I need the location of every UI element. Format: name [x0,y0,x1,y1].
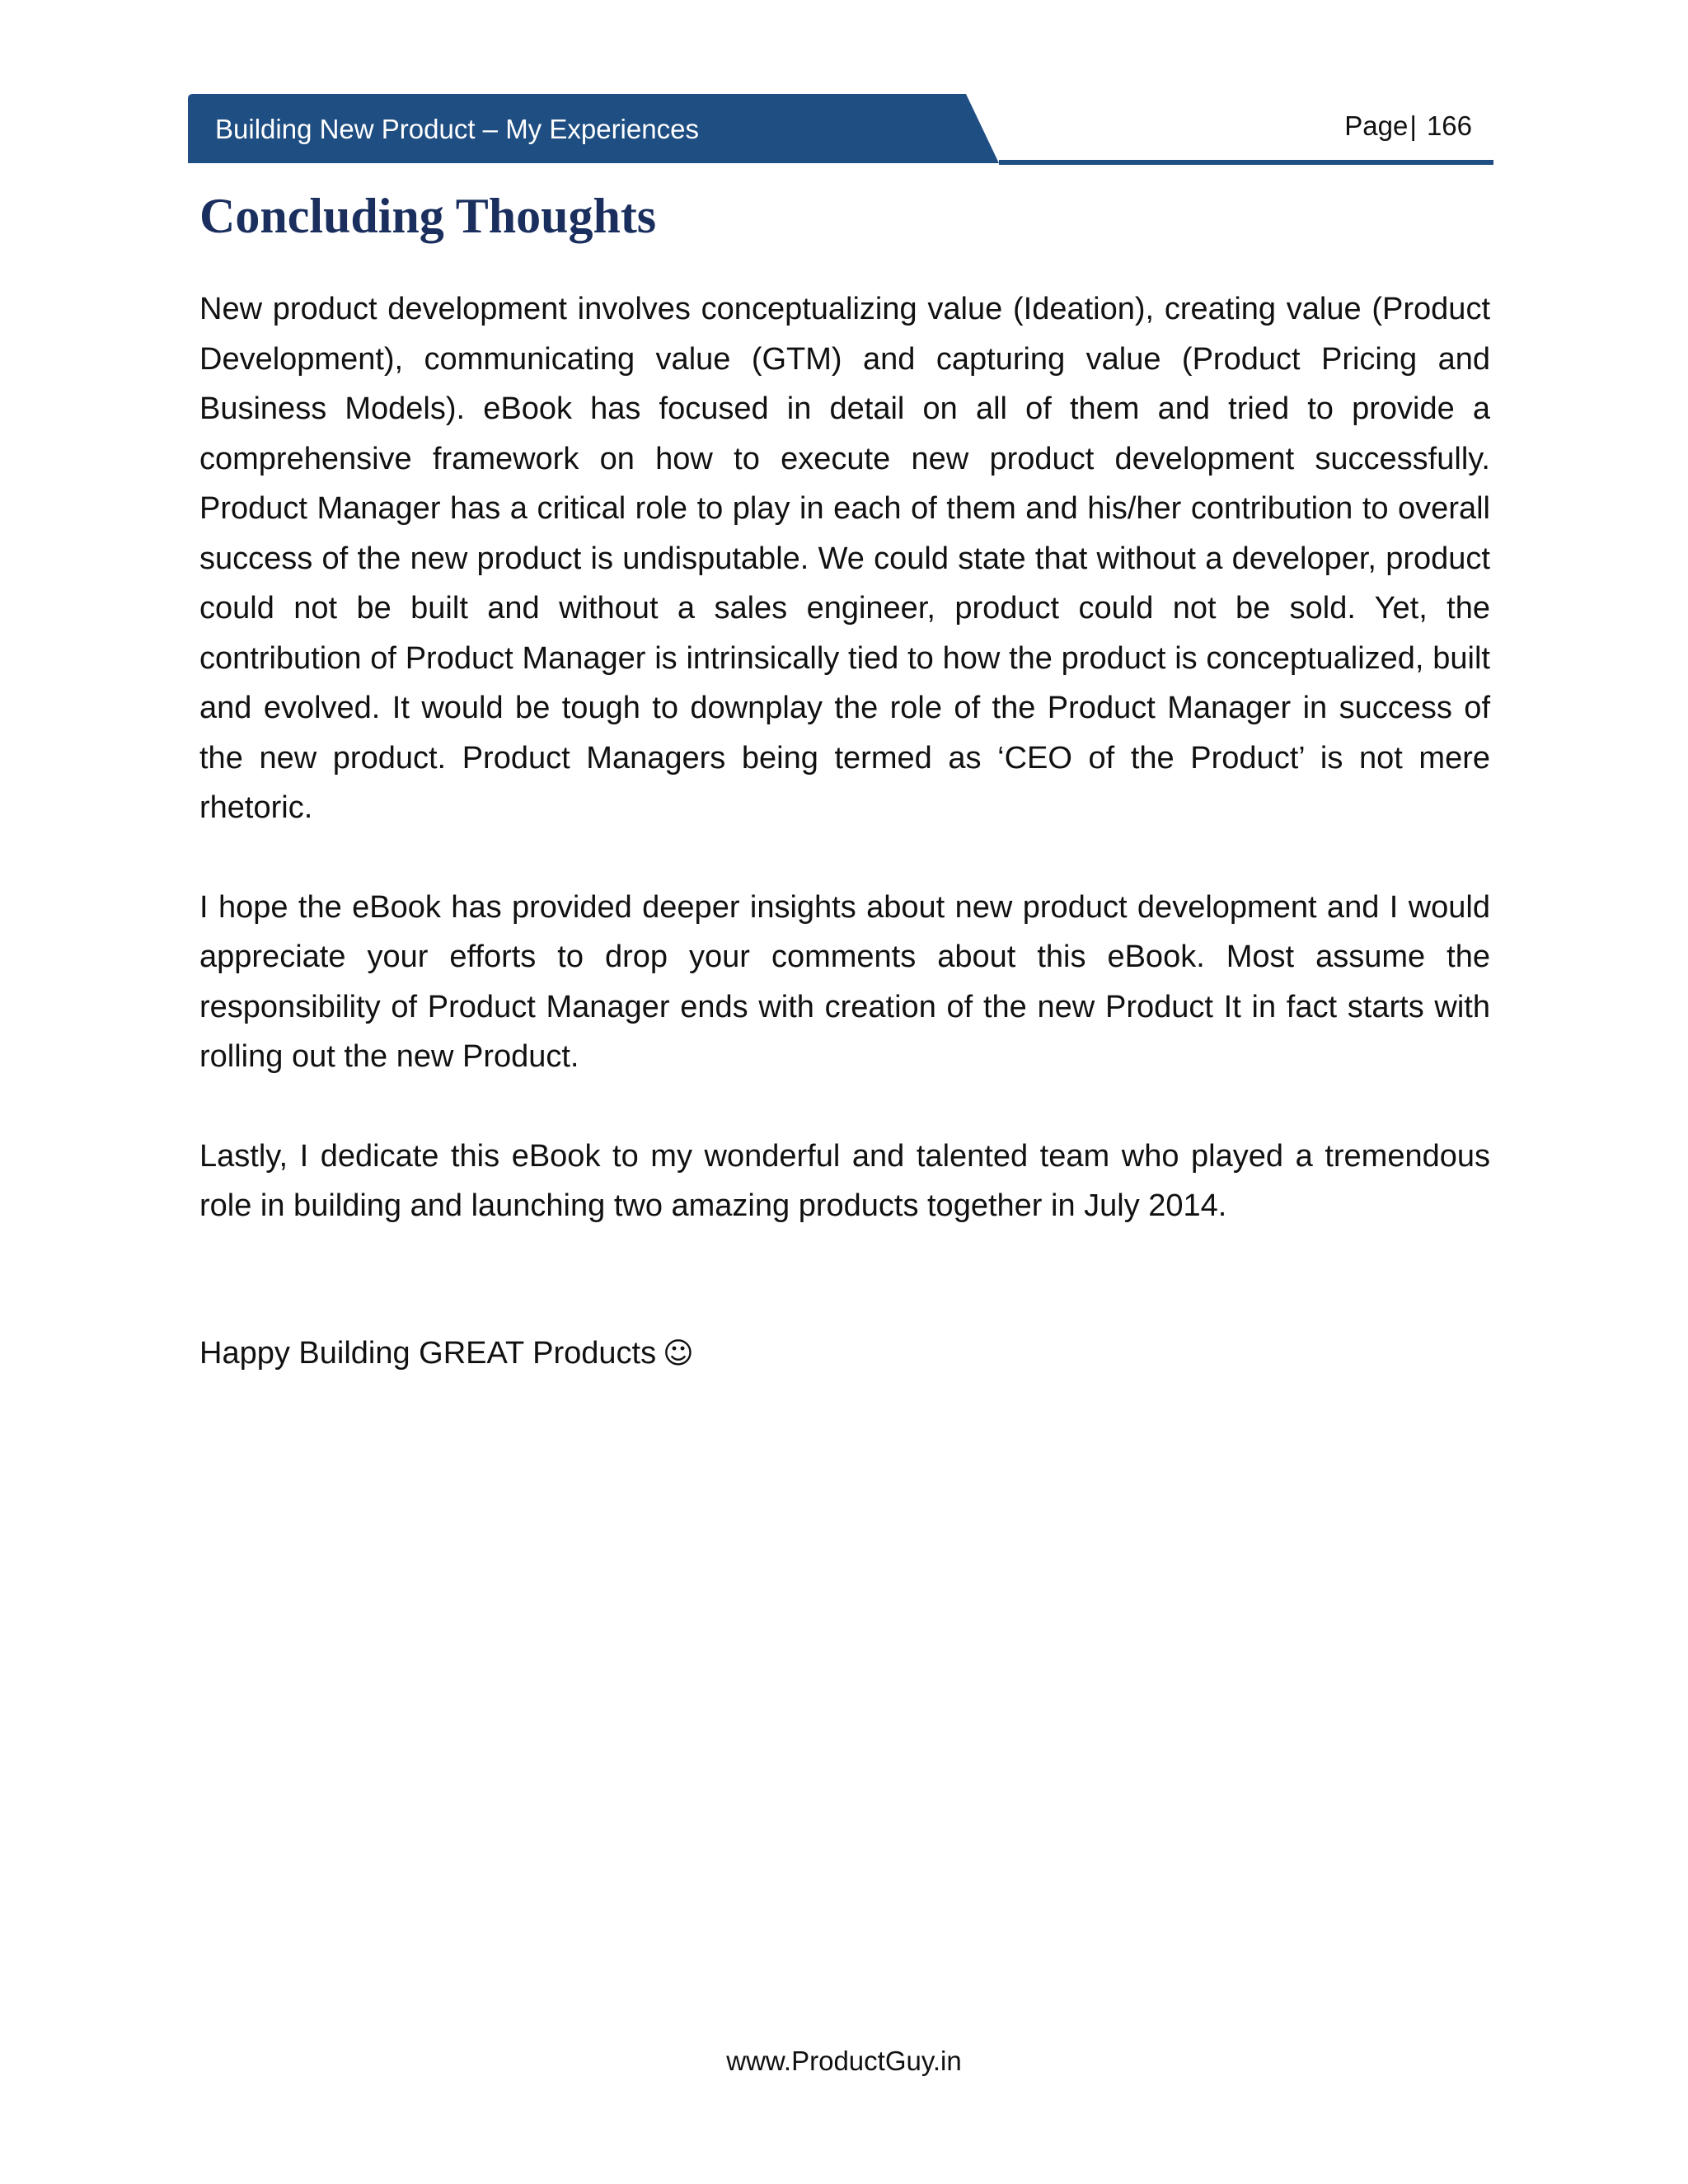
book-title: Building New Product – My Experiences [215,114,699,144]
body-text [199,284,1490,1281]
page-label: Page [1344,110,1409,141]
signoff-text: Happy Building GREAT Products [199,1336,657,1371]
footer-website: www.ProductGuy.in [726,2046,962,2076]
page-separator: | [1409,110,1417,141]
signoff [199,1329,694,1379]
smiley-icon: ☺ [663,1337,694,1371]
page-header [188,94,1493,166]
paragraph-1: New product development involves conceptualizing value (Ideation), creating value (Product Development), communicating value (GTM) and capturing value (Product Pricing and Business Models). eBook has focused in detail on all of them and tried to provide a comprehensive framework on how to execute new product development successfully. Product Manager has a critical role to play in each of them and his/her contribution to overall success of the new product is undisputable. We could state that without a developer, product could not be built and without a sales engineer, product could not be sold. Yet, the contribution of Product Manager is intrinsically tied to how the product is conceptualized, built and evolved. It would be tough to downplay the role of the Product Manager in success of the new product. Product Managers being termed as ‘CEO of the Product’ is not mere rhetoric. [199,292,1490,825]
section-title: Concluding Thoughts [199,189,657,243]
page-number-label [1344,110,1472,142]
page-number: 166 [1426,110,1472,141]
paragraph-3: Lastly, I dedicate this eBook to my wonderful and talented team who played a tremendous role in building and launching two amazing products together in July 2014. [199,1138,1490,1223]
paragraph-2: I hope the eBook has provided deeper insights about new product development and I would appreciate your efforts to drop your comments about this eBook. Most assume the responsibility of Product Manager ends with creation of the new Product It in fact starts with rolling out the new Product. [199,889,1490,1074]
